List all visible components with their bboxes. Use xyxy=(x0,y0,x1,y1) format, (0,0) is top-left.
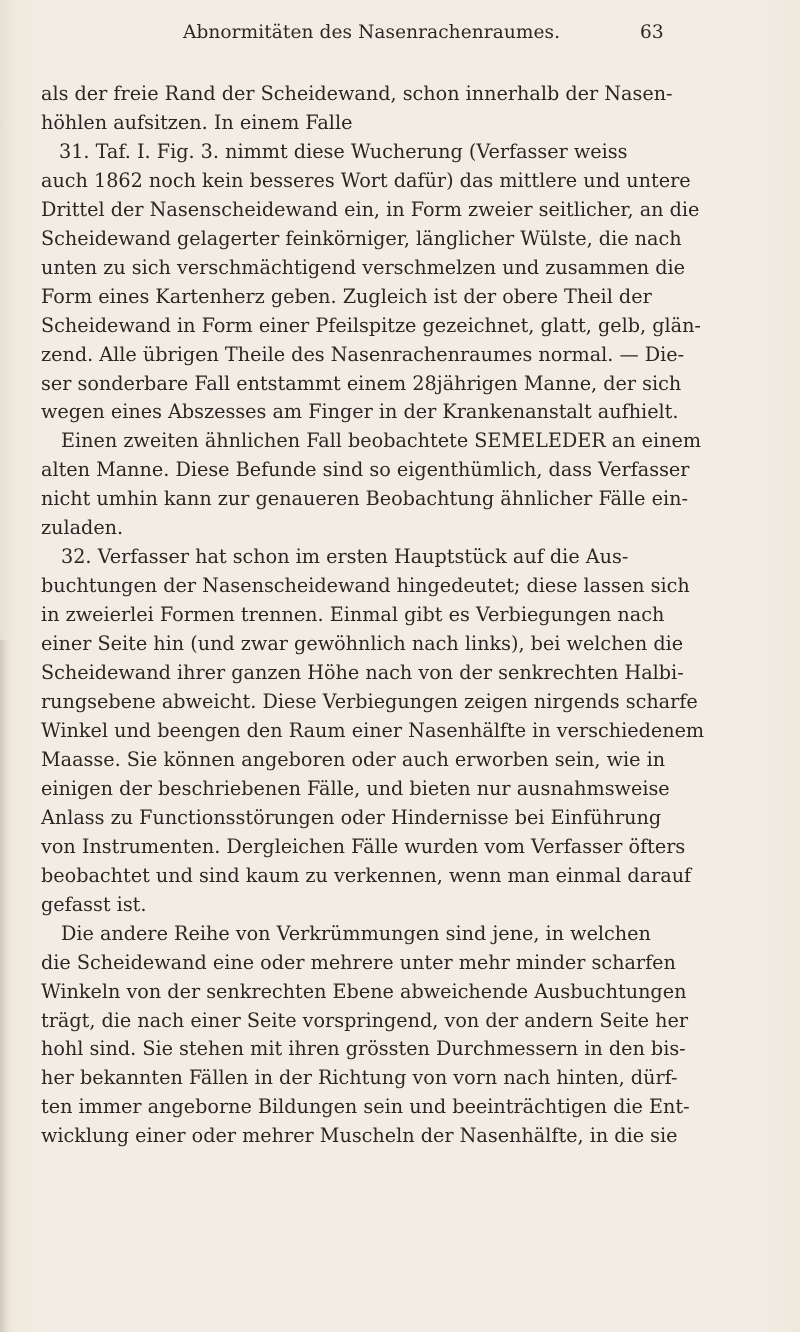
text-line: in zweierlei Formen trennen. Einmal gibt es Verbiegungen nach xyxy=(41,603,665,627)
text-line: ser sonderbare Fall entstammt einem 28jährigen Manne, der sich xyxy=(41,371,682,395)
page-edge-shadow xyxy=(0,640,10,1332)
text-line: Form eines Kartenherz geben. Zugleich ist der obere Theil der xyxy=(41,284,652,308)
text-line: her bekannten Fällen in der Richtung von vorn nach hinten, dürf- xyxy=(41,1066,678,1090)
text-line: Winkeln von der senkrechten Ebene abweichende Ausbuchtungen xyxy=(41,979,687,1003)
text-line: Die andere Reihe von Verkrümmungen sind jene, in welchen xyxy=(61,921,651,945)
text-line: rungsebene abweicht. Diese Verbiegungen zeigen nirgends scharfe xyxy=(41,690,698,714)
text-line: 31. Taf. I. Fig. 3. nimmt diese Wucherung (Verfasser weiss xyxy=(59,139,628,163)
text-line: Scheidewand gelagerter feinkörniger, länglicher Wülste, die nach xyxy=(41,226,682,250)
text-line: alten Manne. Diese Befunde sind so eigenthümlich, dass Verfasser xyxy=(41,458,690,482)
text-line: buchtungen der Nasenscheidewand hingedeutet; diese lassen sich xyxy=(41,574,690,598)
text-line: wicklung einer oder mehrer Muscheln der Nasenhälfte, in die sie xyxy=(41,1124,678,1148)
text-line: nicht umhin kann zur genaueren Beobachtung ähnlicher Fälle ein- xyxy=(41,487,688,511)
text-line: Einen zweiten ähnlichen Fall beobachtete SEMELEDER an einem xyxy=(61,429,702,453)
text-line: höhlen aufsitzen. In einem Falle xyxy=(41,110,353,134)
body-text xyxy=(41,80,705,1151)
text-line: unten zu sich verschmächtigend verschmelzen und zusammen die xyxy=(41,255,686,279)
text-line: Anlass zu Functionsstörungen oder Hindernisse bei Einführung xyxy=(41,805,662,829)
text-line: ten immer angeborne Bildungen sein und beeinträchtigen die Ent- xyxy=(41,1095,690,1119)
text-line: beobachtet und sind kaum zu verkennen, wenn man einmal darauf xyxy=(41,863,692,887)
text-line: wegen eines Abszesses am Finger in der Krankenanstalt aufhielt. xyxy=(41,400,679,424)
text-line: Winkel und beengen den Raum einer Nasenhälfte in verschiedenem xyxy=(41,718,705,742)
text-line: die Scheidewand eine oder mehrere unter mehr minder scharfen xyxy=(41,950,676,974)
page-number: 63 xyxy=(640,22,664,43)
text-line: als der freie Rand der Scheidewand, schon innerhalb der Nasen- xyxy=(41,82,673,105)
text-line: zend. Alle übrigen Theile des Nasenrachenraumes normal. — Die- xyxy=(41,342,685,366)
text-line: zuladen. xyxy=(41,516,124,540)
text-line: einer Seite hin (und zwar gewöhnlich nach links), bei welchen die xyxy=(41,632,684,656)
text-line: Scheidewand in Form einer Pfeilspitze gezeichnet, glatt, gelb, glän- xyxy=(41,313,701,337)
text-line: auch 1862 noch kein besseres Wort dafür) das mittlere und untere xyxy=(41,168,691,192)
text-line: einigen der beschriebenen Fälle, und bieten nur ausnahmsweise xyxy=(41,776,670,800)
text-line: Maasse. Sie können angeboren oder auch erworben sein, wie in xyxy=(41,747,666,771)
text-line: gefasst ist. xyxy=(41,892,147,916)
text-line: Drittel der Nasenscheidewand ein, in Form zweier seitlicher, an die xyxy=(41,197,700,221)
running-title: Abnormitäten des Nasenrachenraumes. xyxy=(183,22,561,43)
text-line: 32. Verfasser hat schon im ersten Hauptstück auf die Aus- xyxy=(61,545,629,569)
text-line: trägt, die nach einer Seite vorspringend, von der andern Seite her xyxy=(41,1008,689,1032)
text-line: von Instrumenten. Dergleichen Fälle wurden vom Verfasser öfters xyxy=(41,834,686,858)
text-line: hohl sind. Sie stehen mit ihren grössten Durchmessern in den bis- xyxy=(41,1037,686,1061)
text-line: Scheidewand ihrer ganzen Höhe nach von der senkrechten Halbi- xyxy=(41,661,684,685)
